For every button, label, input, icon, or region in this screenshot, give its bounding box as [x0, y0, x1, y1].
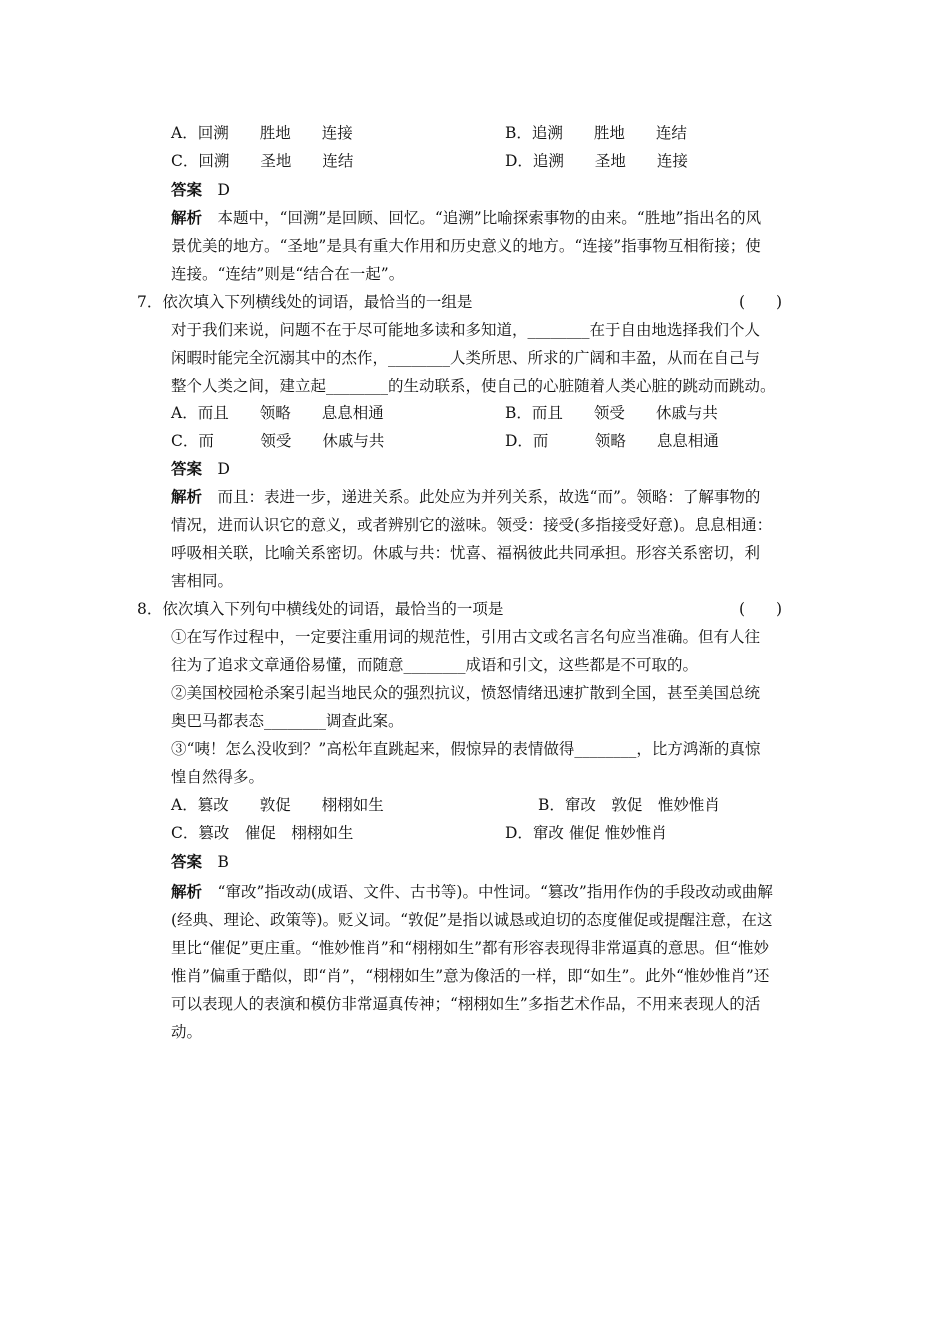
q6-option-c: C．回溯 圣地 连结 [171, 152, 354, 170]
q7-stem: 7．依次填入下列横线处的词语，最恰当的一组是 [137, 293, 473, 311]
q6-analysis-line-2: 景优美的地方。“圣地”是具有重大作用和历史意义的地方。“连接”指事物互相衔接；使 [171, 237, 761, 255]
answer-value: D [217, 460, 230, 478]
analysis-label: 解析 [171, 882, 203, 901]
q7-option-d: D．而 领略 息息相通 [505, 432, 719, 450]
q8-analysis-line-3: 里比“催促”更庄重。“惟妙惟肖”和“栩栩如生”都有形容表现得非常逼真的意思。但“惟妙 [171, 939, 769, 957]
q8-passage-line-4: 奥巴马都表态________调查此案。 [171, 712, 404, 730]
q7-analysis-line-2: 情况，进而认识它的意义，或者辨别它的滋味。领受：接受(多指接受好意)。息息相通： [171, 516, 773, 534]
q7-passage-line-2: 闲暇时能完全沉溺其中的杰作，________人类所思、所求的广阔和丰盈，从而在自己与 [171, 349, 761, 367]
answer-label: 答案 [171, 852, 203, 871]
q7-passage-line-3: 整个人类之间，建立起________的生动联系，使自己的心脏随着人类心脏的跳动而跳动。 [171, 377, 776, 395]
q8-analysis-line-6: 动。 [171, 1023, 203, 1041]
analysis-label: 解析 [171, 208, 203, 227]
q8-analysis-line-2: (经典、理论、政策等)。贬义词。“敦促”是指以诚恳或迫切的态度催促或提醒注意，在这 [171, 911, 773, 929]
q7-answer-bracket: ( ) [739, 293, 783, 311]
q7-passage-line-1: 对于我们来说，问题不在于尽可能地多读和多知道，________在于自由地选择我们个人 [171, 321, 761, 339]
q7-analysis-line-1: 解析 而且：表进一步，递进关系。此处应为并列关系，故选“而”。领略：了解事物的 [171, 487, 761, 506]
q6-analysis-line-3: 连接。“连结”则是“结合在一起”。 [171, 265, 405, 283]
q8-option-d: D．窜改 催促 惟妙惟肖 [505, 824, 667, 842]
q8-passage-line-1: ①在写作过程中，一定要注重用词的规范性，引用古文或名言名句应当准确。但有人往 [171, 628, 761, 646]
q6-option-a: A．回溯 胜地 连接 [171, 124, 353, 142]
q8-passage-line-3: ②美国校园枪杀案引起当地民众的强烈抗议，愤怒情绪迅速扩散到全国，甚至美国总统 [171, 684, 761, 702]
q8-analysis-line-4: 惟肖”偏重于酷似，即“肖”，“栩栩如生”意为像活的一样，即“如生”。此外“惟妙惟肖”还 [171, 967, 770, 985]
q6-option-b: B．追溯 胜地 连结 [505, 124, 687, 142]
q8-analysis-line-5: 可以表现人的表演和模仿非常逼真传神；“栩栩如生”多指艺术作品，不用来表现人的活 [171, 995, 761, 1013]
analysis-label: 解析 [171, 487, 203, 506]
q7-option-c: C．而 领受 休戚与共 [171, 432, 385, 450]
answer-label: 答案 [171, 180, 203, 199]
q7-option-b: B．而且 领受 休戚与共 [505, 404, 718, 422]
answer-label: 答案 [171, 459, 203, 478]
q7-answer [171, 459, 230, 479]
q8-analysis-line-1: 解析 “窜改”指改动(成语、文件、古书等)。中性词。“篡改”指用作伪的手段改动或曲解 [171, 882, 773, 901]
q8-option-b: B．窜改 敦促 惟妙惟肖 [538, 796, 720, 814]
q6-option-d: D．追溯 圣地 连接 [505, 152, 688, 170]
q7-analysis-line-4: 害相同。 [171, 572, 234, 590]
q8-passage-line-2: 往为了追求文章通俗易懂，而随意________成语和引文，这些都是不可取的。 [171, 656, 699, 674]
answer-value: D [217, 181, 230, 199]
q8-passage-line-6: 惶自然得多。 [171, 768, 265, 786]
q8-stem: 8．依次填入下列句中横线处的词语，最恰当的一项是 [137, 600, 504, 618]
q8-passage-line-5: ③“咦！怎么没收到？”高松年直跳起来，假惊异的表情做得________，比方鸿渐的真惊 [171, 740, 761, 758]
q7-analysis-line-3: 呼吸相关联，比喻关系密切。休戚与共：忧喜、福祸彼此共同承担。形容关系密切，利 [171, 544, 761, 562]
q8-answer-bracket: ( ) [739, 600, 783, 618]
q8-option-a: A．篡改 敦促 栩栩如生 [171, 796, 384, 814]
q8-option-c: C．篡改 催促 栩栩如生 [171, 824, 354, 842]
q6-answer [171, 180, 230, 200]
answer-value: B [217, 853, 229, 871]
q7-option-a: A．而且 领略 息息相通 [171, 404, 384, 422]
q8-answer [171, 852, 229, 872]
q6-analysis-line-1: 解析 本题中，“回溯”是回顾、回忆。“追溯”比喻探索事物的由来。“胜地”指出名的风 [171, 208, 762, 227]
